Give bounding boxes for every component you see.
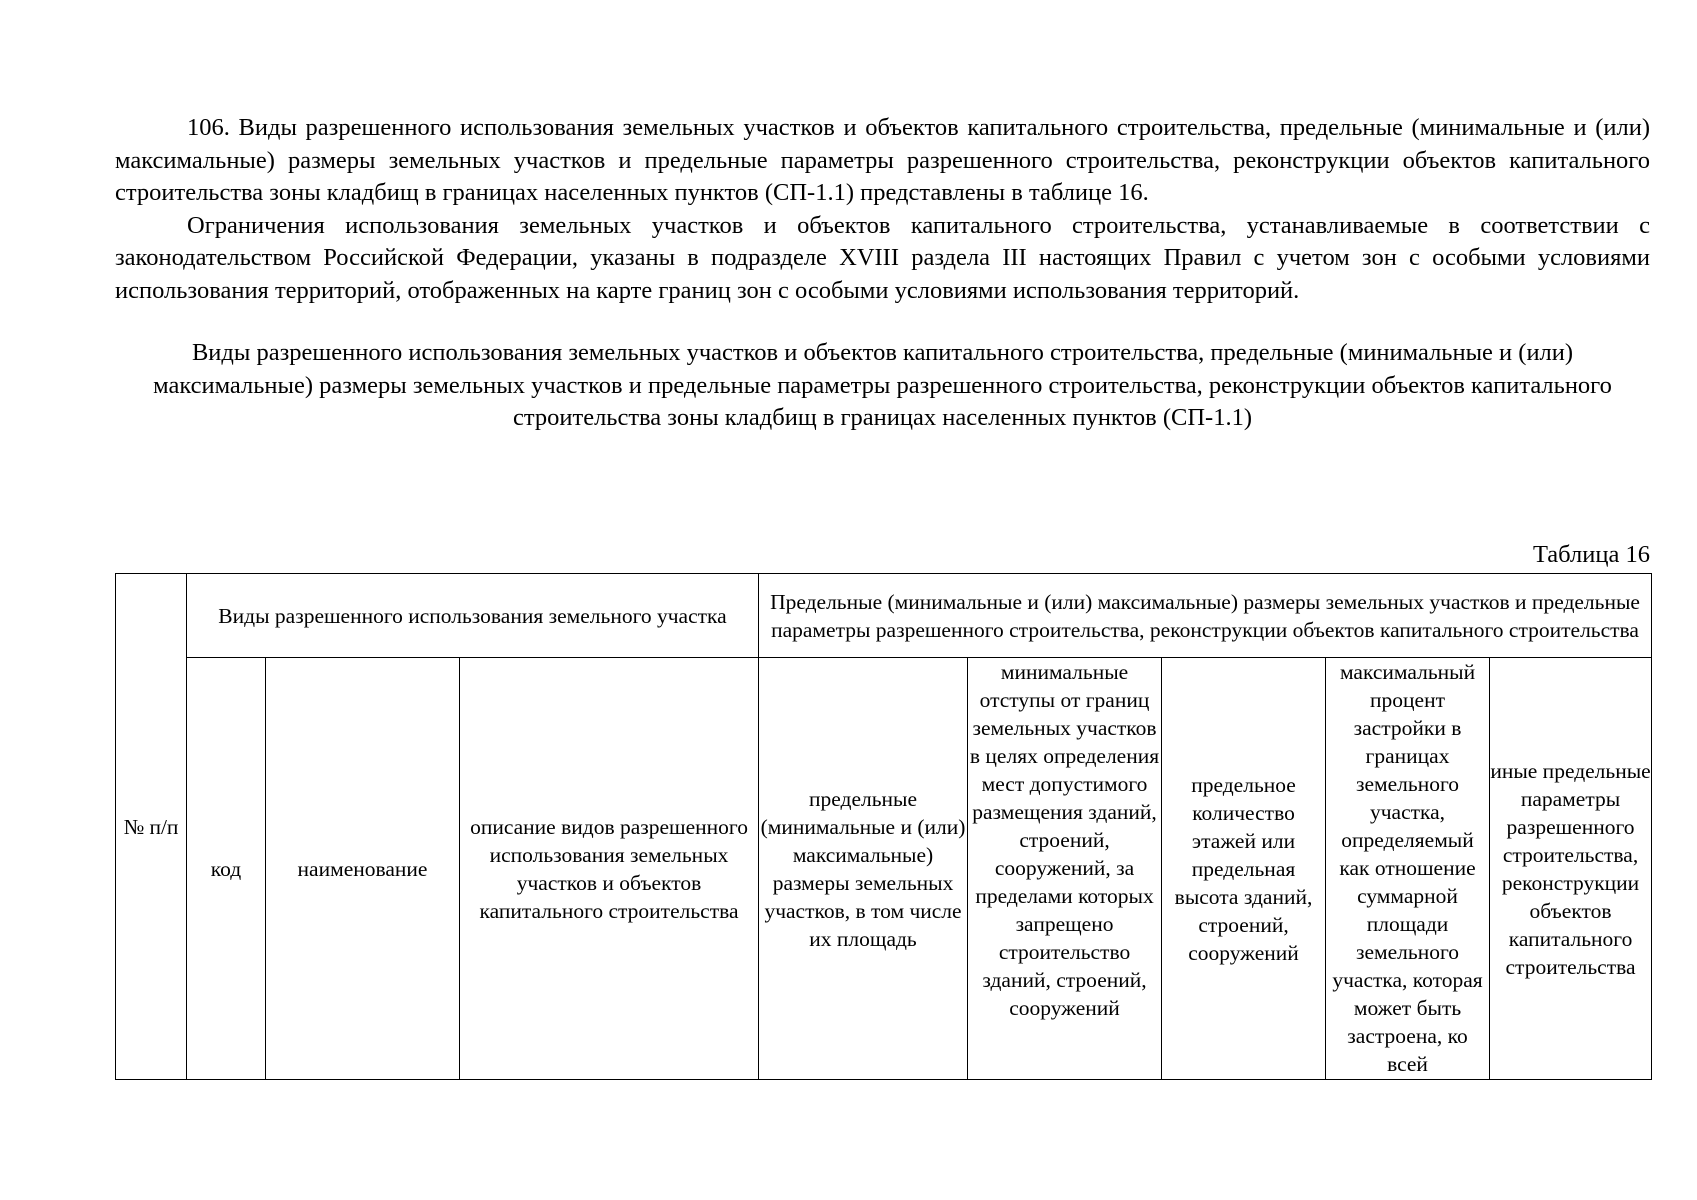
paragraph-1: 106. Виды разрешенного использования земельных участков и объектов капитального строительства, предельные (минимальные и (или) максимальные) размеры земельных участков и предельные параметры разрешенного строительства, реконструкции объектов капитального строительства зоны кладбищ в границах населенных пунктов (СП-1.1) представлены в таблице 16.	[115, 114, 1650, 206]
header-description: описание видов разрешенного использования земельных участков и объектов капитального строительства	[460, 658, 759, 1080]
paragraph-2: Ограничения использования земельных участков и объектов капитального строительства, устанавливаемые в соответствии с законодательством Российской Федерации, указаны в подразделе XVIII раздела III настоящих Правил с учетом зон с особыми условиями использования территорий, отображенных на карте границ зон с особыми условиями использования территорий.	[115, 211, 1650, 304]
header-number: № п/п	[116, 574, 187, 1080]
header-sizes: предельные (минимальные и (или) максимальные) размеры земельных участков, в том числе их площадь	[759, 658, 968, 1080]
header-code: код	[187, 658, 266, 1080]
header-floors: предельное количество этажей или предельная высота зданий, строений, сооружений	[1162, 658, 1326, 1080]
header-other: иные предельные параметры разрешенного строительства, реконструкции объектов капитального строительства	[1490, 658, 1652, 1080]
document-body	[115, 112, 1650, 435]
table-title: Виды разрешенного использования земельных участков и объектов капитального строительства, предельные (минимальные и (или) максимальные) размеры земельных участков и предельные параметры разрешенного строительства, реконструкции объектов капитального строительства зоны кладбищ в границах населенных пунктов (СП-1.1)	[153, 339, 1612, 431]
header-name: наименование	[266, 658, 460, 1080]
header-percent: максимальный процент застройки в границах земельного участка, определяемый как отношение суммарной площади земельного участка, которая может быть застроена, ко всей	[1326, 658, 1490, 1080]
header-setbacks: минимальные отступы от границ земельных участков в целях определения мест допустимого размещения зданий, строений, сооружений, за пределами которых запрещено строительство зданий, строений, сооружений	[968, 658, 1162, 1080]
land-use-table	[115, 573, 1652, 1080]
header-group-limits: Предельные (минимальные и (или) максимальные) размеры земельных участков и предельные параметры разрешенного строительства, реконструкции объектов капитального строительства	[759, 574, 1652, 658]
table-number: Таблица 16	[1532, 541, 1650, 568]
header-group-use: Виды разрешенного использования земельного участка	[187, 574, 759, 658]
